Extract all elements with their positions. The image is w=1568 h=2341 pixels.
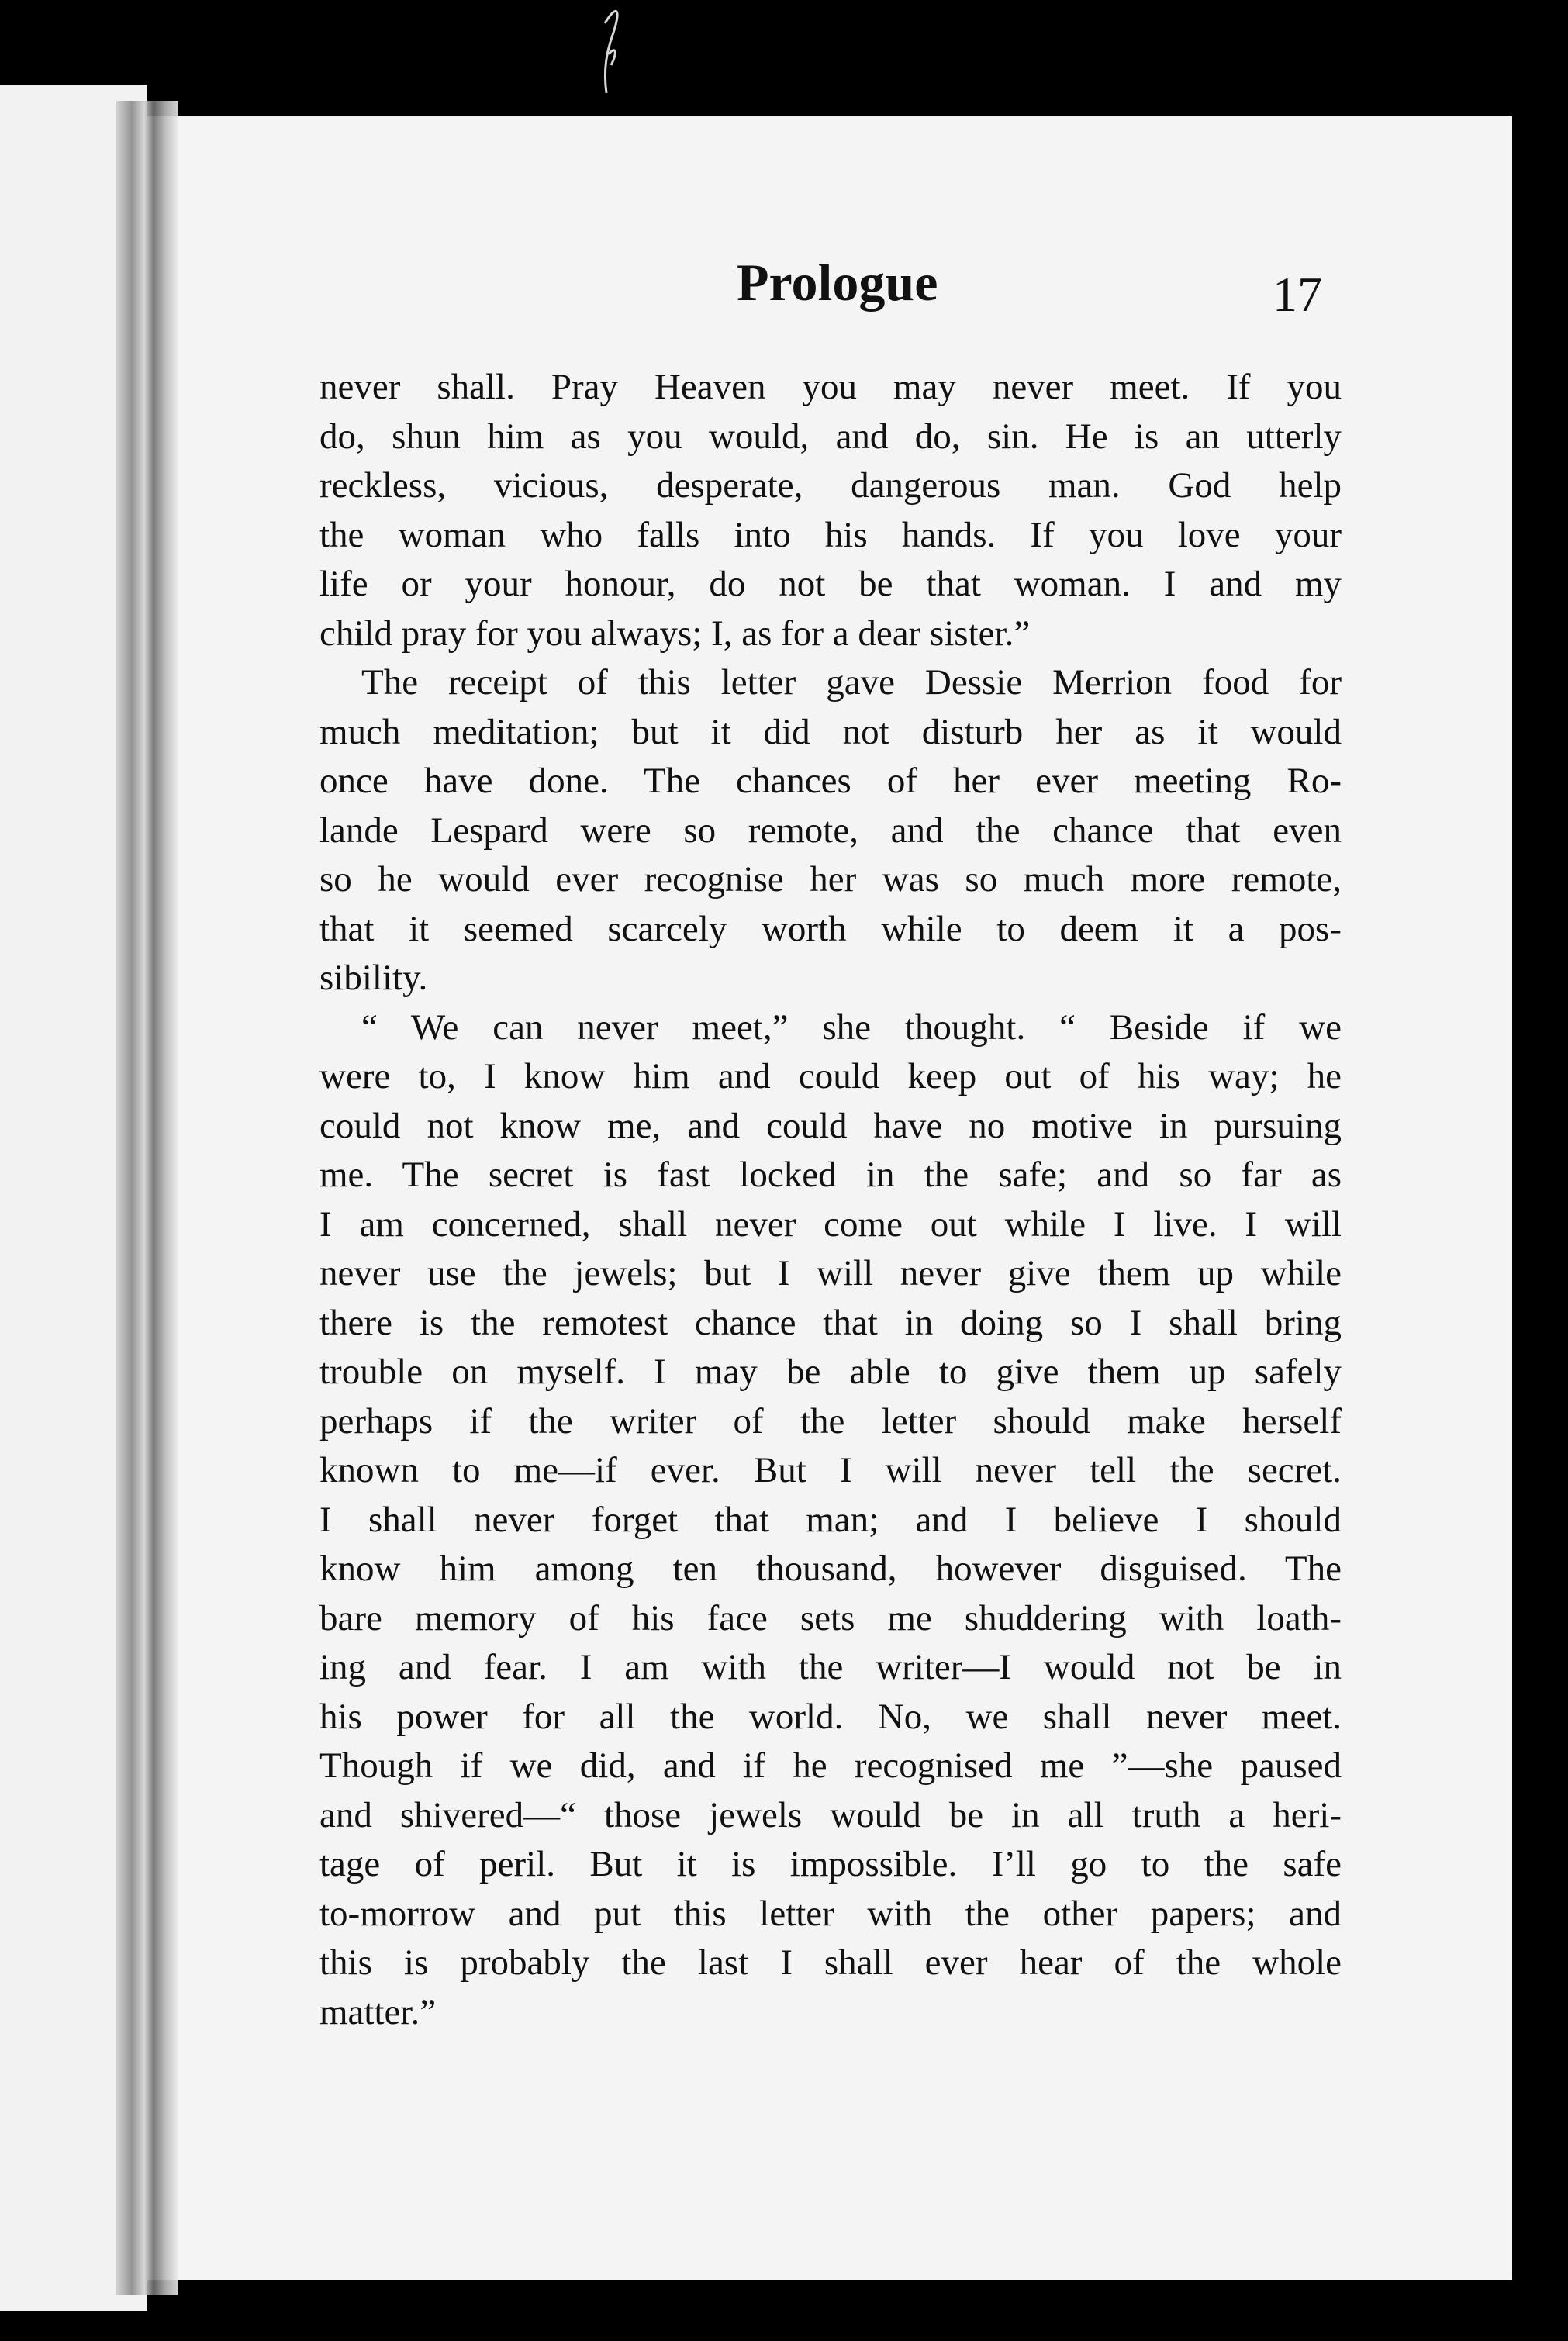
text-line: that it seemed scarcely worth while to deem it a pos- [319, 908, 1342, 949]
text-line: tage of peril. But it is impossible. I’ll go to the safe [319, 1844, 1342, 1884]
text-line: me. The secret is fast locked in the safe; and so far as [319, 1155, 1342, 1195]
text-line: sibility. [319, 958, 428, 998]
text-line: Though if we did, and if he recognised me ”—she paused [319, 1745, 1342, 1786]
text-line: I am concerned, shall never come out while I live. I will [319, 1203, 1342, 1245]
text-line: I shall never forget that man; and I believe I should [319, 1499, 1342, 1540]
text-line: life or your honour, do not be that woman. I and my [319, 564, 1342, 604]
text-line: known to me—if ever. But I will never tell the secret. [319, 1450, 1342, 1490]
text-line: never shall. Pray Heaven you may never meet. If you [319, 367, 1342, 407]
text-line: his power for all the world. No, we shall never meet. [319, 1696, 1342, 1737]
text-line: know him among ten thousand, however disguised. The [319, 1549, 1342, 1589]
text-line: could not know me, and could have no motive in pursuing [319, 1105, 1342, 1146]
text-line: to-morrow and put this letter with the other papers; and [319, 1893, 1342, 1934]
text-line: perhaps if the writer of the letter should make herself [319, 1400, 1342, 1442]
text-line: matter.” [319, 1991, 437, 2032]
page-title: Prologue [737, 253, 938, 312]
book-spine-shadow [116, 101, 178, 2295]
page-number: 17 [1273, 267, 1322, 322]
text-line: do, shun him as you would, and do, sin. He is an utterly [319, 416, 1342, 457]
text-line: and shivered—“ those jewels would be in all truth a heri- [319, 1794, 1342, 1835]
text-line: the woman who falls into his hands. If you love your [319, 514, 1342, 555]
text-line: “ We can never meet,” she thought. “ Beside if we [361, 1006, 1342, 1048]
text-line: lande Lespard were so remote, and the chance that even [319, 810, 1342, 851]
text-line: were to, I know him and could keep out of his way; he [319, 1056, 1342, 1096]
text-line: so he would ever recognise her was so much more remote, [319, 859, 1342, 899]
text-line: child pray for you always; I, as for a dear sister.” [319, 613, 1031, 654]
scan-mark-icon [589, 0, 636, 116]
text-line: this is probably the last I shall ever hear of the whole [319, 1942, 1342, 1983]
body-text [319, 363, 1342, 2037]
text-line: once have done. The chances of her ever meeting Ro- [319, 761, 1342, 801]
text-line: trouble on myself. I may be able to give them up safely [319, 1352, 1342, 1392]
running-header [310, 252, 1349, 337]
text-line: never use the jewels; but I will never give them up while [319, 1253, 1342, 1293]
text-line: bare memory of his face sets me shuddering with loath- [319, 1597, 1342, 1638]
text-line: reckless, vicious, desperate, dangerous man. God help [319, 465, 1342, 506]
text-line: there is the remotest chance that in doing so I shall bring [319, 1302, 1342, 1343]
text-line: The receipt of this letter gave Dessie Merrion food for [361, 662, 1342, 703]
text-line: much meditation; but it did not disturb her as it would [319, 711, 1342, 752]
text-line: ing and fear. I am with the writer—I would not be in [319, 1647, 1342, 1687]
